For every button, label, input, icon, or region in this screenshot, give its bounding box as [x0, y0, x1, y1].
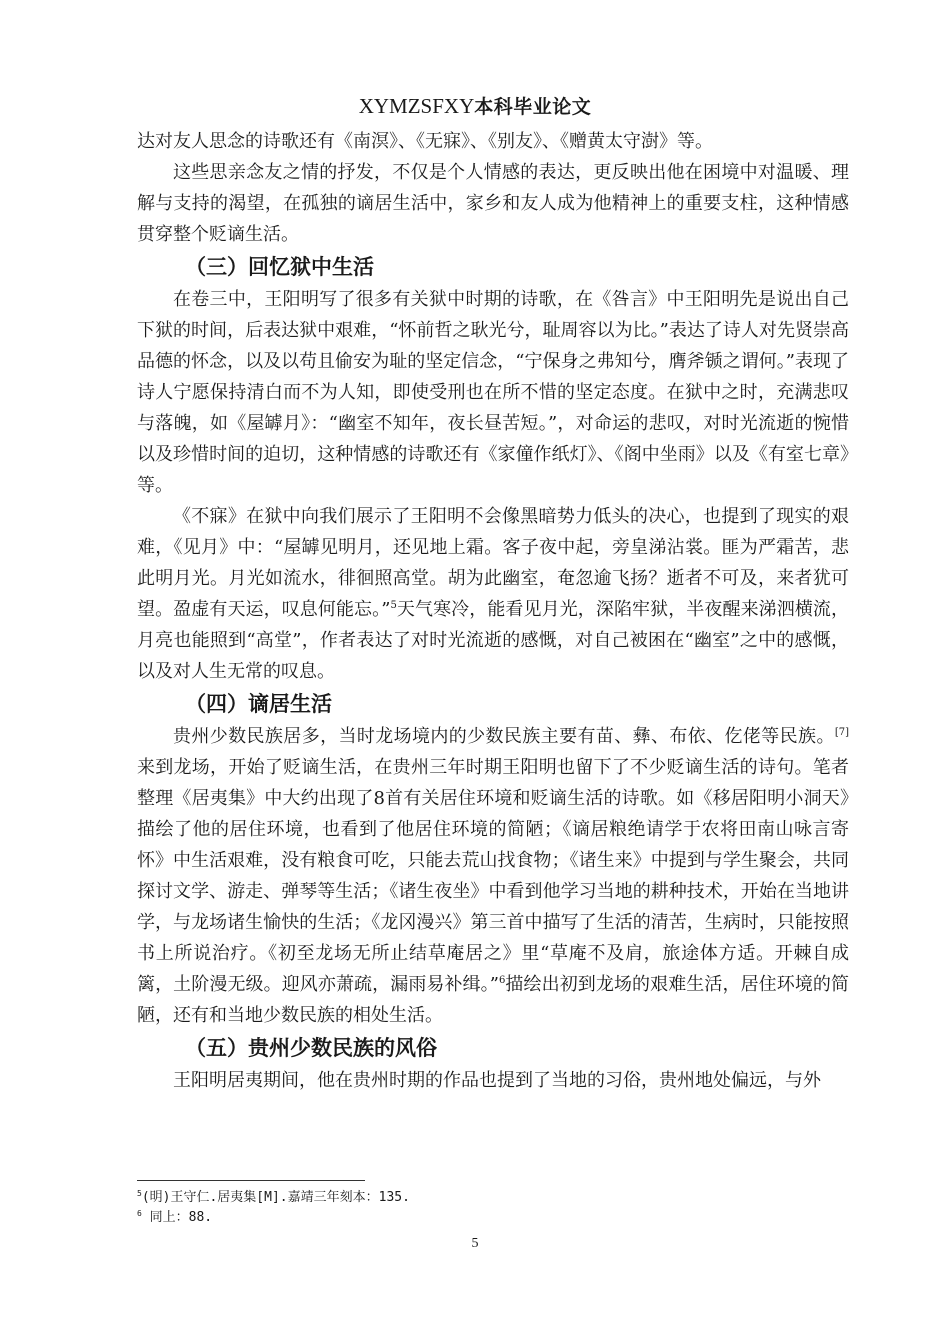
footnote-5: [137, 1188, 849, 1208]
footnote-ref-5: 5: [390, 600, 397, 611]
paragraph-4-text-a: 《不寐》在狱中向我们展示了王阳明不会像黑暗势力低头的决心，也提到了现实的艰难，《见月》中：“屋罅见明月，还见地上霜。客子夜中起，旁皇涕沾裳。匪为严霜苦，悲此明月光。月光如流水，徘徊照高堂。胡为此幽室，奄忽逾飞扬？逝者不可及，来者犹可望。盈虚有天运，叹息何能忘。”: [137, 506, 849, 620]
section-heading-5: （五）贵州少数民族的风俗: [185, 1036, 437, 1060]
footnote-divider: [137, 1180, 365, 1181]
section-heading-4: （四）谪居生活: [185, 692, 332, 716]
paragraph-5-text-b: 来到龙场，开始了贬谪生活，在贵州三年时期王阳明也留下了不少贬谪生活的诗句。笔者整理《居夷集》中大约出现了8首有关居住环境和贬谪生活的诗歌。如《移居阳明小洞天》描绘了他的居住环境，也看到了他居住环境的简陋；《谪居粮绝请学于农将田南山咏言寄怀》中生活艰难，没有粮食可吃，只能去荒山找食物；《诸生来》中提到与学生聚会，共同探讨文学、游走、弹琴等生活；《诸生夜坐》中看到他学习当地的耕种技术，开始在当地讲学，与龙场诸生愉快的生活；《龙冈漫兴》第三首中描写了生活的清苦，生病时，只能按照书上所说治疗。《初至龙场无所止结草庵居之》里“草庵不及肩，旅途体方适。开棘自成篱，土阶漫无级。迎风亦萧疏，漏雨易补缉。”: [137, 757, 849, 995]
footnote-mark: 6: [137, 1209, 142, 1218]
page-number: 5: [471, 1236, 479, 1251]
footnote-text: (明)王守仁.居夷集[M].嘉靖三年刻本：135.: [141, 1190, 410, 1205]
running-header: [0, 92, 950, 119]
body-text: [137, 126, 849, 1096]
footnote-ref-6: 6: [498, 975, 506, 986]
paragraph-5-text-a: 贵州少数民族居多，当时龙场境内的少数民族主要有苗、彝、布依、仡佬等民族。: [173, 726, 835, 747]
footnote-6: [137, 1208, 849, 1228]
footnote-text: 同上：88.: [149, 1210, 213, 1225]
paragraph-4-text-b: 天气寒冷，能看见月光，深陷牢狱，半夜醒来涕泗横流，月亮也能照到“高堂”，作者表达了对时光流逝的感慨，对自己被困在“幽室”之中的感慨，以及对人生无常的叹息。: [137, 599, 850, 682]
footnotes: [137, 1188, 849, 1228]
paragraph-1: 达对友人思念的诗歌还有《南溟》、《无寐》、《别友》、《赠黄太守澍》等。: [137, 131, 713, 152]
citation-ref-7: [7]: [834, 727, 849, 738]
header-latin: XYMZSFXY: [358, 94, 475, 118]
section-heading-3: （三）回忆狱中生活: [185, 255, 374, 279]
paragraph-5-text-c: 描绘出初到龙场的艰难生活，居住环境的简陋，还有和当地少数民族的相处生活。: [137, 974, 850, 1026]
header-title: 本科毕业论文: [474, 96, 592, 118]
paragraph-2: 这些思亲念友之情的抒发，不仅是个人情感的表达，更反映出他在困境中对温暖、理解与支持的渴望，在孤独的谪居生活中，家乡和友人成为他精神上的重要支柱，这种情感贯穿整个贬谪生活。: [137, 162, 849, 245]
paragraph-4: [137, 501, 849, 687]
paragraph-3: 在卷三中，王阳明写了很多有关狱中时期的诗歌，在《咎言》中王阳明先是说出自己下狱的时间，后表达狱中艰难，“怀前哲之耿光兮，耻周容以为比。”表达了诗人对先贤崇高品德的怀念，以及以苟且偷安为耻的坚定信念，“宁保身之弗知兮，膺斧锧之谓何。”表现了诗人宁愿保持清白而不为人知，即使受刑也在所不惜的坚定态度。在狱中之时，充满悲叹与落魄，如《屋罅月》：“幽室不知年，夜长昼苦短。”，对命运的悲叹，对时光流逝的惋惜以及珍惜时间的迫切，这种情感的诗歌还有《家僮作纸灯》、《阁中坐雨》以及《有室七章》等。: [137, 289, 849, 496]
paragraph-5: [137, 721, 849, 1031]
paragraph-6: 王阳明居夷期间，他在贵州时期的作品也提到了当地的习俗，贵州地处偏远，与外: [173, 1070, 821, 1091]
footnote-mark: 5: [137, 1189, 142, 1198]
